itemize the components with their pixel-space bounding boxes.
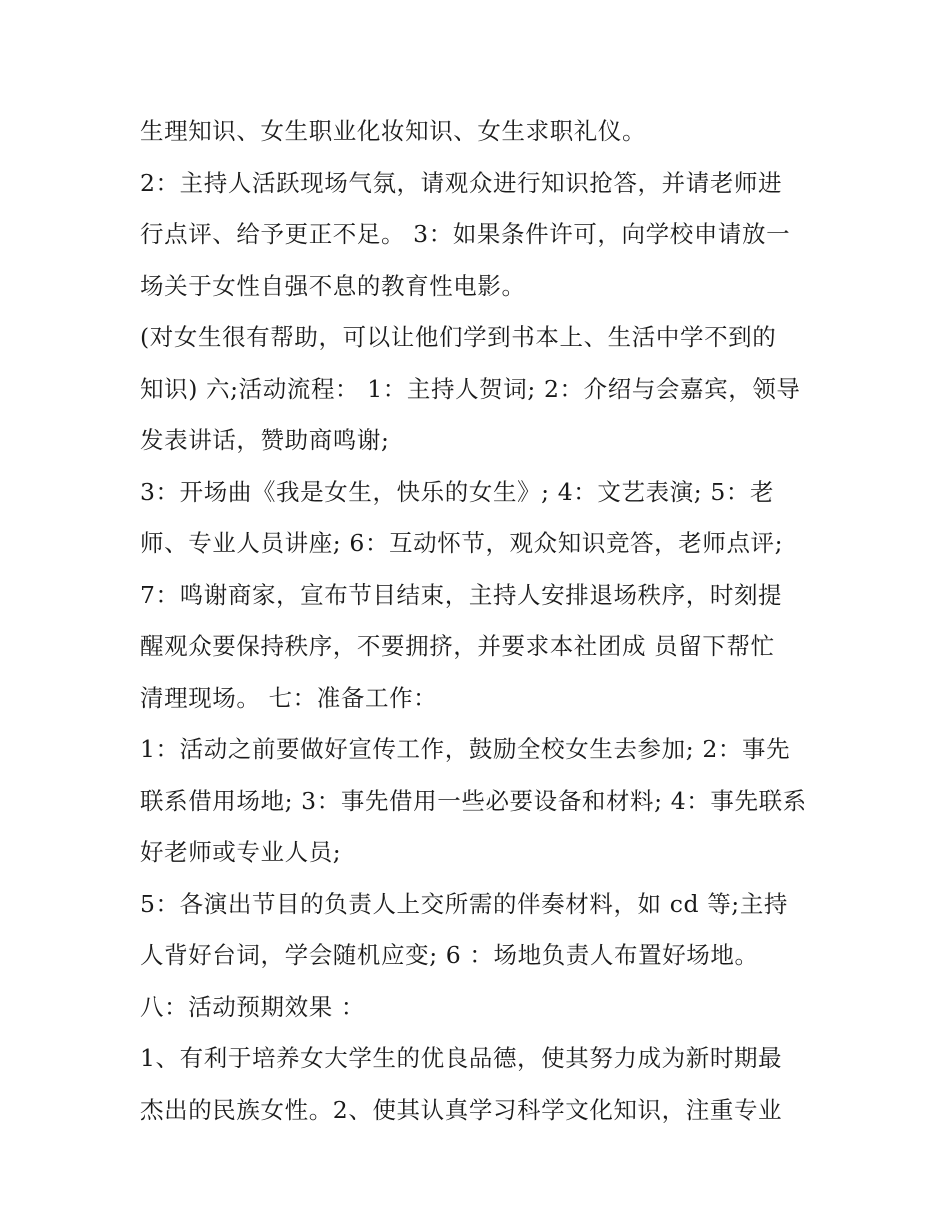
text-line: 清理现场。 七：准备工作： xyxy=(140,683,438,712)
text-line: 杰出的民族女性。2、使其认真学习科学文化知识，注重专业 xyxy=(140,1095,783,1124)
text-line: 生理知识、女生职业化妆知识、女生求职礼仪。 xyxy=(140,117,647,145)
text-line: 好老师或专业人员; xyxy=(140,838,342,866)
text-line: 1、有利于培养女大学生的优良品德，使其努力成为新时期最 xyxy=(140,1044,783,1072)
text-line: 5：各演出节目的负责人上交所需的伴奏材料，如 cd 等;主持 xyxy=(140,889,789,918)
text-line: 师、专业人员讲座; 6：互动怀节，观众知识竞答，老师点评; xyxy=(140,529,784,557)
text-line: 知识) 六;活动流程： 1：主持人贺词; 2：介绍与会嘉宾，领导 xyxy=(140,374,801,403)
text-line: 1：活动之前要做好宣传工作，鼓励全校女生去参加; 2：事先 xyxy=(140,735,791,763)
text-line: 发表讲话，赞助商鸣谢; xyxy=(140,426,390,454)
text-line: 人背好台词，学会随机应变; 6 ：场地负责人布置好场地。 xyxy=(140,941,759,969)
text-line: 场关于女性自强不息的教育性电影。 xyxy=(140,271,526,300)
text-line: 联系借用场地; 3：事先借用一些必要设备和材料; 4：事先联系 xyxy=(140,786,807,815)
text-line: 2：主持人活跃现场气氛，请观众进行知识抢答，并请老师进 xyxy=(140,168,783,197)
text-line: 醒观众要保持秩序，不要拥挤，并要求本社团成 员留下帮忙 xyxy=(140,632,775,660)
text-line: 八：活动预期效果 ： xyxy=(140,992,365,1021)
text-line: (对女生很有帮助，可以让他们学到书本上、生活中学不到的 xyxy=(140,323,777,351)
text-line: 7：鸣谢商家，宣布节目结束，主持人安排退场秩序，时刻提 xyxy=(140,580,783,609)
text-line: 3：开场曲《我是女生，快乐的女生》; 4：文艺表演; 5：老 xyxy=(140,477,775,506)
text-line: 行点评、给予更正不足。 3：如果条件许可，向学校申请放一 xyxy=(140,220,791,248)
document-body xyxy=(140,106,830,1136)
